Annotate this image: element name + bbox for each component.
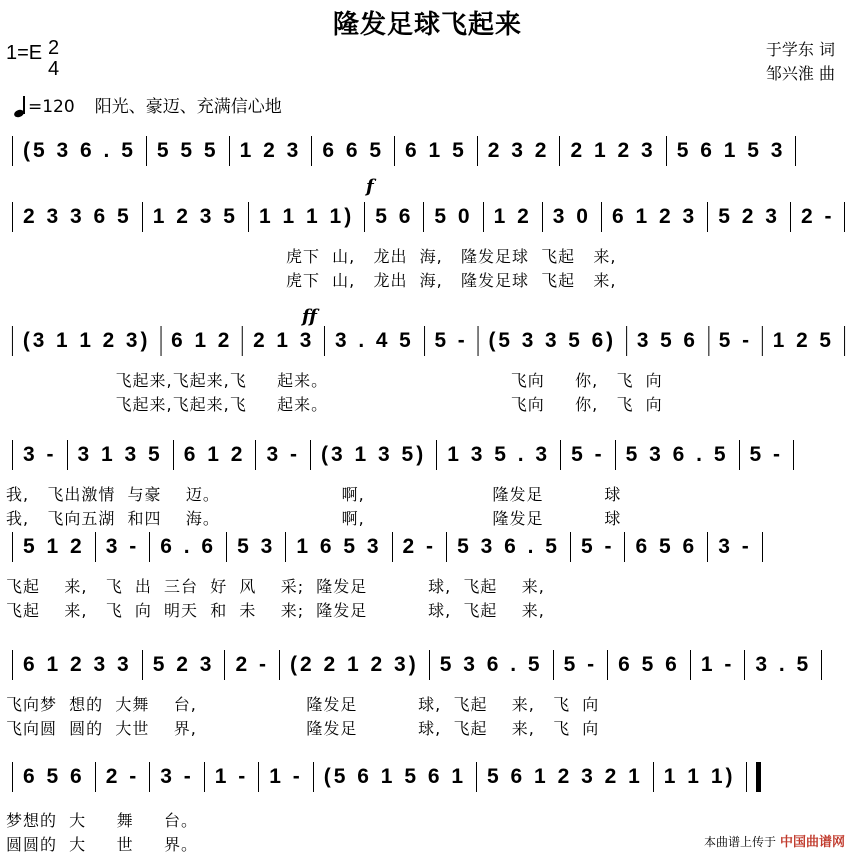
measure: 2 1 3 (253, 328, 315, 352)
barline (790, 202, 791, 232)
barline (762, 532, 763, 562)
measure: 2 - (402, 534, 437, 558)
measure: (5 6 1 5 6 1 (323, 764, 467, 788)
measure: 1 - (269, 764, 303, 788)
measure: 5 3 (237, 534, 276, 558)
barline (394, 136, 395, 166)
composer-credit: 邹兴淮 曲 (765, 64, 835, 83)
barline (12, 136, 13, 166)
measure: 1 1 1 1) (258, 204, 355, 228)
notation-line (6, 650, 851, 680)
measure: 6 5 6 (635, 534, 698, 558)
lyricist-credit: 于学东 词 (765, 40, 835, 59)
measure: (3 1 3 5) (320, 442, 427, 466)
measure: 1 2 3 5 (152, 204, 238, 228)
barline (229, 136, 230, 166)
upload-credit (704, 831, 845, 850)
measure: 5 2 3 (152, 652, 215, 676)
lyric-line-2: 我, 飞向五湖 和四 海。 啊, 隆发足 球 (6, 509, 622, 528)
measure: 5 3 6 . 5 (625, 442, 729, 466)
measure: 3 - (23, 442, 57, 466)
barline (204, 762, 205, 792)
barline (821, 650, 822, 680)
measure: 1 1 1) (663, 764, 736, 788)
barline (666, 136, 667, 166)
measure: 3 0 (552, 204, 591, 228)
barline (285, 532, 286, 562)
notation-line (6, 326, 843, 356)
barline (142, 202, 143, 232)
lyric-line-2: 虎下 山, 龙出 海, 隆发足球 飞起 来, (6, 271, 617, 290)
measure: (3 1 1 2 3) (22, 328, 151, 352)
tempo-bpm: =120 (28, 97, 75, 117)
measure: 5 3 6 . 5 (439, 652, 543, 676)
measure: 2 3 3 6 5 (23, 204, 132, 228)
notation-line (6, 202, 851, 232)
measure: 5 - (718, 328, 752, 352)
measure: 3 - (105, 534, 140, 558)
barline (95, 762, 96, 792)
barline (746, 762, 747, 792)
measure: 6 5 6 (618, 652, 680, 676)
barline (12, 202, 13, 232)
lyric-line-2: 飞向圆 圆的 大世 界, 隆发足 球, 飞起 来, 飞 向 (6, 719, 600, 738)
barline (707, 202, 708, 232)
lyric-line-2: 圆圆的 大 世 界。 (6, 835, 199, 854)
barline (476, 762, 477, 792)
time-signature (48, 38, 59, 80)
barline (226, 532, 227, 562)
barline (149, 762, 150, 792)
barline (615, 440, 616, 470)
barline (279, 650, 280, 680)
barline (160, 326, 161, 356)
barline (67, 440, 68, 470)
barline (173, 440, 174, 470)
credits (766, 38, 835, 86)
lyric-line-2: 飞起 来, 飞 向 明天 和 未 来; 隆发足 球, 飞起 来, (6, 601, 545, 620)
measure: 5 6 (375, 204, 414, 228)
measure: 3 5 6 (636, 328, 698, 352)
measure: 3 . 5 (755, 652, 812, 676)
barline (483, 202, 484, 232)
barline (12, 762, 13, 792)
barline (255, 440, 256, 470)
measure: 6 1 2 3 3 (23, 652, 132, 676)
barline (95, 532, 96, 562)
lyric-line-1: 飞向梦 想的 大舞 台, 隆发足 球, 飞起 来, 飞 向 (6, 695, 600, 714)
barline (423, 202, 424, 232)
barline (844, 202, 845, 232)
final-barline (756, 762, 761, 792)
quarter-note-icon (14, 95, 28, 117)
measure: 5 6 1 2 3 2 1 (487, 764, 643, 788)
measure: 2 3 2 (487, 138, 550, 162)
barline (478, 326, 479, 356)
measure: (5 3 3 5 6) (488, 328, 617, 352)
measure: 2 - (800, 204, 835, 228)
lyric-line-1: 梦想的 大 舞 台。 (6, 811, 199, 830)
barline (446, 532, 447, 562)
barline (560, 440, 561, 470)
barline (559, 136, 560, 166)
dynamic-forte: f (366, 176, 374, 197)
measure: 5 2 3 (718, 204, 780, 228)
measure: 1 3 5 . 3 (447, 442, 551, 466)
measure: 1 2 5 (772, 328, 834, 352)
measure: 5 6 1 5 3 (676, 138, 786, 162)
barline (248, 202, 249, 232)
measure: 3 . 4 5 (335, 328, 414, 352)
barline (553, 650, 554, 680)
measure: 1 - (214, 764, 249, 788)
measure: 3 - (718, 534, 752, 558)
key-signature: 1=E (6, 42, 43, 64)
lyric-line-1: 虎下 山, 龙出 海, 隆发足球 飞起 来, (6, 247, 617, 266)
barline (844, 326, 845, 356)
measure: 1 2 (493, 204, 532, 228)
measure: 6 1 5 (405, 138, 467, 162)
barline (707, 532, 708, 562)
barline (793, 440, 794, 470)
measure: 3 - (266, 442, 300, 466)
barline (795, 136, 796, 166)
barline (242, 326, 243, 356)
lyric-line-1: 飞起 来, 飞 出 三台 好 风 采; 隆发足 球, 飞起 来, (6, 577, 545, 596)
measure: 6 . 6 (160, 534, 217, 558)
notation-line (6, 136, 851, 166)
tempo-description: 阳光、豪迈、充满信心地 (94, 97, 282, 117)
measure: 5 3 6 . 5 (457, 534, 560, 558)
measure: (2 2 1 2 3) (289, 652, 419, 676)
barline (149, 532, 150, 562)
barline (542, 202, 543, 232)
measure: 2 - (235, 652, 269, 676)
song-title: 隆发足球飞起来 (332, 10, 522, 40)
lyric-line-1: 飞起来,飞起来,飞 起来。 飞向 你, 飞 向 (6, 371, 663, 390)
measure: 6 6 5 (322, 138, 385, 162)
barline (324, 326, 325, 356)
notation-line (6, 440, 851, 470)
measure: 2 - (105, 764, 140, 788)
barline (690, 650, 691, 680)
barline (477, 136, 478, 166)
meter-bottom: 4 (48, 58, 60, 80)
barline (429, 650, 430, 680)
measure: 5 - (434, 328, 468, 352)
barline (142, 650, 143, 680)
barline (601, 202, 602, 232)
upload-text: 本曲谱上传于 (703, 835, 776, 849)
barline (224, 650, 225, 680)
barline (744, 650, 745, 680)
dynamic-fortissimo: ff (302, 306, 317, 327)
barline (626, 326, 627, 356)
lyric-line-2: 飞起来,飞起来,飞 起来。 飞向 你, 飞 向 (6, 395, 663, 414)
measure: (5 3 6 . 5 (23, 138, 136, 162)
measure: 2 1 2 3 (570, 138, 656, 162)
notation-line (6, 532, 851, 562)
barline (313, 762, 314, 792)
measure: 5 - (571, 442, 605, 466)
tempo-marking (14, 92, 282, 117)
barline (311, 136, 312, 166)
measure: 5 0 (434, 204, 473, 228)
measure: 1 2 3 (239, 138, 302, 162)
barline (762, 326, 763, 356)
site-logo: 中国曲谱网 (779, 835, 845, 850)
meter-top: 2 (48, 37, 60, 59)
barline (436, 440, 437, 470)
measure: 6 5 6 (23, 764, 85, 788)
measure: 6 1 2 (171, 328, 233, 352)
barline (258, 762, 259, 792)
barline (12, 532, 13, 562)
barline (424, 326, 425, 356)
measure: 5 - (580, 534, 615, 558)
barline (310, 440, 311, 470)
measure: 5 - (563, 652, 598, 676)
measure: 6 1 2 3 (612, 204, 698, 228)
measure: 5 1 2 (23, 534, 85, 558)
measure: 3 1 3 5 (77, 442, 163, 466)
measure: 5 5 5 (156, 138, 219, 162)
barline (12, 650, 13, 680)
measure: 6 1 2 (183, 442, 246, 466)
lyric-line-1: 我, 飞出激情 与豪 迈。 啊, 隆发足 球 (6, 485, 622, 504)
barline (607, 650, 608, 680)
notation-line (6, 762, 851, 792)
measure: 5 - (749, 442, 784, 466)
barline (624, 532, 625, 562)
measure: 1 6 5 3 (296, 534, 382, 558)
barline (708, 326, 709, 356)
barline (146, 136, 147, 166)
barline (739, 440, 740, 470)
measure: 1 - (700, 652, 735, 676)
barline (364, 202, 365, 232)
barline (570, 532, 571, 562)
barline (392, 532, 393, 562)
barline (653, 762, 654, 792)
measure: 3 - (160, 764, 194, 788)
barline (12, 440, 13, 470)
barline (12, 326, 13, 356)
